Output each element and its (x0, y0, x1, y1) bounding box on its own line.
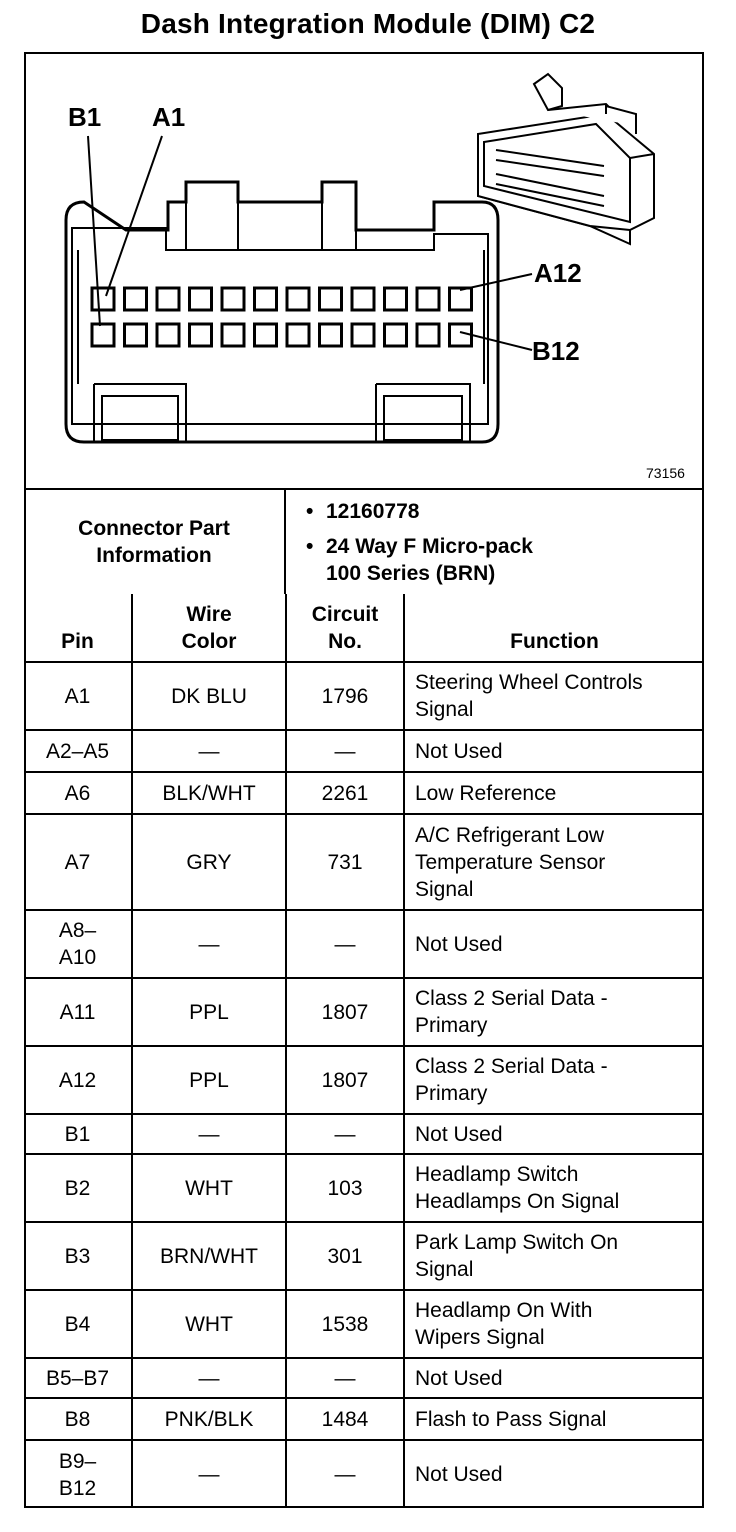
pin-cell (24, 772, 132, 814)
pin-cell (24, 910, 132, 978)
function-text: Temperature Sensor (415, 850, 606, 874)
wire-color-cell: DK BLU (132, 662, 286, 730)
pin-cell (24, 1222, 132, 1290)
connector-info-heading (24, 490, 286, 594)
pin-cavity (255, 324, 277, 346)
pin-cavity (450, 288, 472, 310)
pin-cavity (222, 324, 244, 346)
label-a1: A1 (152, 102, 186, 132)
function-cell (404, 1154, 704, 1222)
table-row (24, 1440, 704, 1508)
pin-cavity (320, 288, 342, 310)
function-text: A/C Refrigerant Low (415, 823, 605, 847)
wire-color-cell: PNK/BLK (132, 1398, 286, 1440)
figure-number: 73156 (646, 465, 685, 481)
circuit-cell: 1807 (286, 978, 404, 1046)
pin-text: A7 (64, 850, 91, 874)
function-text: Signal (415, 877, 474, 901)
pin-cavity (417, 288, 439, 310)
connector-part-information (24, 488, 704, 594)
pin-cavity (92, 324, 114, 346)
pin-text: B12 (58, 1476, 97, 1500)
circuit-cell: 1538 (286, 1290, 404, 1358)
function-text: Not Used (415, 739, 503, 763)
wire-color-cell: BLK/WHT (132, 772, 286, 814)
function-cell (404, 1222, 704, 1290)
pin-table (24, 594, 704, 1508)
pin-cell (24, 978, 132, 1046)
label-a12: A12 (534, 258, 582, 288)
function-text: Park Lamp Switch On (415, 1231, 619, 1254)
wire-color-cell: BRN/WHT (132, 1222, 286, 1290)
pin-text: A1 (64, 684, 91, 708)
table-row (24, 814, 704, 910)
wire-color-cell: GRY (132, 814, 286, 910)
pin-text: A11 (59, 1000, 96, 1024)
table-row (24, 1154, 704, 1222)
pin-cavities (92, 288, 472, 346)
pin-cavity (320, 324, 342, 346)
pin-cavity (222, 288, 244, 310)
pin-cavity (157, 288, 179, 310)
pin-cell (24, 814, 132, 910)
pin-cell (24, 1358, 132, 1398)
function-text: Class 2 Serial Data - (415, 1055, 608, 1078)
function-cell (404, 1290, 704, 1358)
circuit-cell: 731 (286, 814, 404, 910)
pin-text: B9– (58, 1449, 97, 1473)
wire-color-cell: PPL (132, 978, 286, 1046)
wire-color-cell: PPL (132, 1046, 286, 1114)
circuit-cell: — (286, 730, 404, 772)
circuit-cell: 1807 (286, 1046, 404, 1114)
connector-info-heading-line2: Information (96, 544, 212, 567)
pin-cell (24, 662, 132, 730)
function-cell (404, 730, 704, 772)
table-row (24, 1290, 704, 1358)
part-number: 12160778 (326, 500, 420, 523)
pin-text: B1 (64, 1122, 91, 1146)
function-text: Signal (415, 698, 474, 721)
function-cell (404, 772, 704, 814)
wire-color-cell: — (132, 1440, 286, 1508)
function-text: Low Reference (415, 781, 557, 805)
pin-cavity (385, 324, 407, 346)
function-text: Flash to Pass Signal (415, 1407, 607, 1431)
table-row (24, 978, 704, 1046)
pin-cell (24, 730, 132, 772)
table-row (24, 1398, 704, 1440)
pin-cavity (385, 288, 407, 310)
pin-text: B4 (64, 1312, 91, 1336)
wire-color-cell: — (132, 730, 286, 772)
bullet: • (306, 500, 314, 523)
function-cell (404, 910, 704, 978)
pin-text: B3 (64, 1244, 91, 1268)
function-text: Steering Wheel Controls (415, 671, 643, 694)
header-circuit-no: Circuit No. (286, 594, 404, 662)
function-cell (404, 1114, 704, 1154)
description-row (306, 533, 702, 587)
connector-isometric-view (478, 74, 654, 244)
part-number-row (306, 498, 702, 525)
pin-cavity (125, 324, 147, 346)
pin-cavity (190, 288, 212, 310)
description-line1: 24 Way F Micro-pack (326, 535, 533, 558)
header-pin: Pin (24, 594, 132, 662)
function-cell (404, 1398, 704, 1440)
function-cell (404, 1440, 704, 1508)
pin-text: A12 (58, 1068, 97, 1092)
function-text: Signal (415, 1258, 474, 1281)
function-text: Headlamps On Signal (415, 1190, 620, 1213)
pin-text: B2 (64, 1176, 91, 1200)
wire-color-cell: WHT (132, 1154, 286, 1222)
function-text: Not Used (415, 1366, 503, 1390)
table-row (24, 910, 704, 978)
table-row (24, 772, 704, 814)
pin-text: A10 (58, 946, 97, 969)
pin-cavity (190, 324, 212, 346)
function-cell (404, 662, 704, 730)
pin-cavity (417, 324, 439, 346)
table-row (24, 1114, 704, 1154)
table-row (24, 1046, 704, 1114)
pin-text: B5–B7 (45, 1366, 110, 1390)
function-text: Not Used (415, 1463, 503, 1486)
pin-cavity (287, 288, 309, 310)
circuit-cell: — (286, 910, 404, 978)
circuit-cell: 103 (286, 1154, 404, 1222)
function-cell (404, 814, 704, 910)
connector-diagram (26, 54, 702, 488)
pin-cell (24, 1290, 132, 1358)
connector-info-heading-line1: Connector Part (78, 517, 230, 540)
table-row (24, 662, 704, 730)
pin-cell (24, 1398, 132, 1440)
bullet: • (306, 535, 314, 558)
pin-cell (24, 1440, 132, 1508)
circuit-cell: 301 (286, 1222, 404, 1290)
function-text: Headlamp Switch (415, 1163, 579, 1186)
function-text: Not Used (415, 932, 503, 956)
pin-cavity (157, 324, 179, 346)
pin-cavity (352, 288, 374, 310)
function-cell (404, 1358, 704, 1398)
function-text: Primary (415, 1014, 488, 1037)
circuit-cell: — (286, 1114, 404, 1154)
pin-cavity (352, 324, 374, 346)
label-b12: B12 (532, 336, 580, 366)
function-text: Headlamp On With (415, 1299, 593, 1322)
function-text: Wipers Signal (415, 1326, 545, 1349)
function-text: Class 2 Serial Data - (415, 987, 608, 1010)
pin-text: A8– (58, 919, 97, 942)
leader-lines (88, 136, 532, 350)
table-header-row (24, 594, 704, 662)
page-title: Dash Integration Module (DIM) C2 (140, 8, 596, 39)
pin-cell (24, 1154, 132, 1222)
pin-text: A6 (64, 781, 91, 805)
connector-face (66, 182, 498, 442)
wire-color-cell: WHT (132, 1290, 286, 1358)
wire-color-cell: — (132, 1358, 286, 1398)
label-b1: B1 (68, 102, 102, 132)
pin-text: B8 (64, 1407, 91, 1431)
table-row (24, 1358, 704, 1398)
wire-color-cell: — (132, 910, 286, 978)
pin-cavity (255, 288, 277, 310)
connector-info-details (286, 490, 702, 594)
description-line2: 100 Series (BRN) (326, 562, 496, 585)
table-row (24, 1222, 704, 1290)
circuit-cell: — (286, 1358, 404, 1398)
function-cell (404, 978, 704, 1046)
pin-cell (24, 1046, 132, 1114)
pin-cavity (287, 324, 309, 346)
header-wire-color: Wire Color (132, 594, 286, 662)
table-row (24, 730, 704, 772)
function-cell (404, 1046, 704, 1114)
wire-color-cell: — (132, 1114, 286, 1154)
circuit-cell: — (286, 1440, 404, 1508)
circuit-cell: 2261 (286, 772, 404, 814)
pin-cell (24, 1114, 132, 1154)
pin-cavity (125, 288, 147, 310)
pin-text: A2–A5 (45, 739, 110, 763)
function-text: Primary (415, 1082, 488, 1105)
function-text: Not Used (415, 1122, 503, 1146)
header-function: Function (404, 594, 704, 662)
circuit-cell: 1484 (286, 1398, 404, 1440)
pin-cavity (92, 288, 114, 310)
circuit-cell: 1796 (286, 662, 404, 730)
